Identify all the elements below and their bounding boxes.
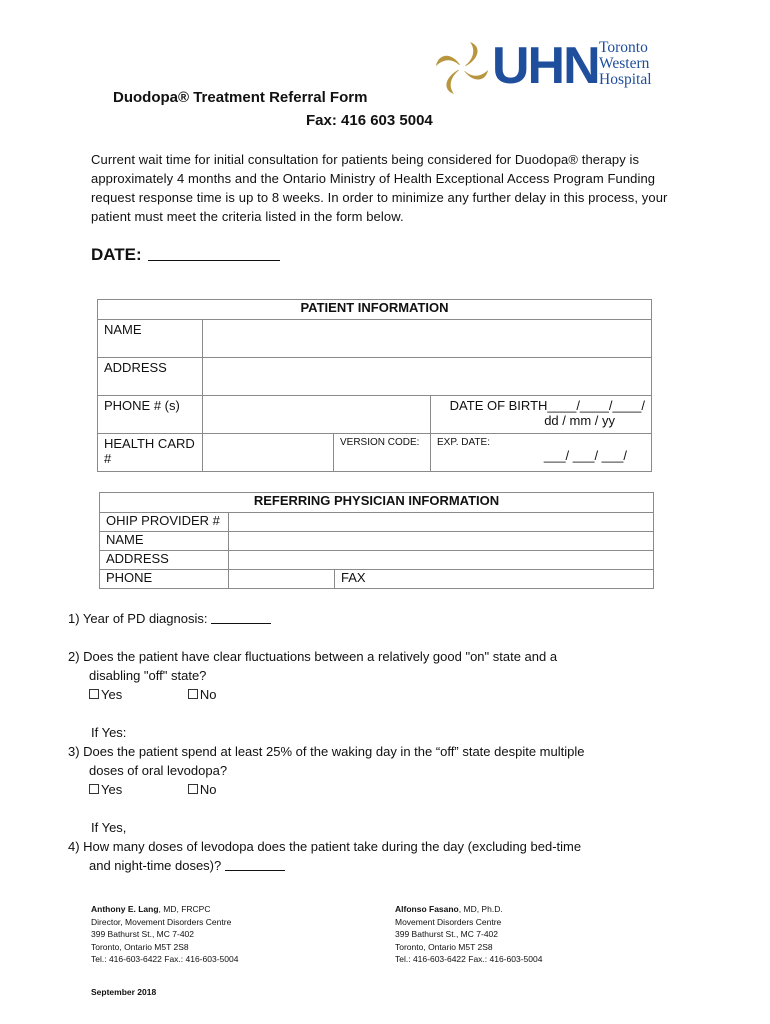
toronto-western-swirl-icon	[432, 40, 492, 96]
q2-yes-checkbox[interactable]	[89, 689, 99, 699]
patient-info-table	[97, 299, 652, 472]
dob-label: DATE OF BIRTH____/____/____/	[449, 398, 645, 413]
lang-address: 399 Bathurst St., MC 7-402	[91, 929, 194, 939]
exp-date-field[interactable]	[431, 434, 652, 472]
question-1	[68, 609, 271, 628]
logo-line-toronto: Toronto	[599, 39, 648, 56]
fasano-name: Alfonso Fasano	[395, 904, 459, 914]
patient-address-label: ADDRESS	[98, 358, 203, 396]
pd-diagnosis-year-blank[interactable]	[211, 611, 271, 624]
q3-no-label: No	[199, 782, 217, 797]
fasano-city: Toronto, Ontario M5T 2S8	[395, 941, 493, 952]
question-3-line-2: doses of oral levodopa?	[89, 763, 228, 778]
q3-no-checkbox[interactable]	[188, 784, 198, 794]
ohip-field[interactable]	[229, 513, 654, 532]
health-card-text: HEALTH CARD	[104, 436, 195, 451]
patient-phone-label: PHONE # (s)	[98, 396, 203, 434]
patient-info-header: PATIENT INFORMATION	[98, 300, 652, 320]
question-4	[68, 837, 688, 875]
q2-yes-option[interactable]	[89, 687, 122, 702]
exp-date-label: EXP. DATE:	[437, 437, 490, 448]
fasano-address: 399 Bathurst St., MC 7-402	[395, 929, 498, 939]
question-3-line-1: 3) Does the patient spend at least 25% of the waking day in the “off” state despite multiple	[68, 744, 585, 759]
patient-phone-field[interactable]	[203, 396, 431, 434]
physician-fax-label: FAX	[341, 570, 366, 585]
question-2-line-1: 2) Does the patient have clear fluctuations between a relatively good "on" state and a	[68, 649, 558, 664]
question-4-line-1: 4) How many doses of levodopa does the patient take during the day (excluding bed-time	[68, 839, 582, 854]
uhn-logo	[432, 38, 672, 98]
logo-line-hospital: Hospital	[599, 71, 652, 88]
lang-contact: Tel.: 416-603-6422 Fax.: 416-603-5004	[91, 954, 239, 964]
physician-address-field[interactable]	[229, 551, 654, 570]
fasano-title: Movement Disorders Centre	[395, 916, 502, 927]
fasano-credentials: , MD, Ph.D.	[458, 904, 503, 914]
if-yes-1: If Yes:	[91, 725, 127, 740]
physician-info-header: REFERRING PHYSICIAN INFORMATION	[100, 493, 654, 513]
date-blank[interactable]	[148, 244, 280, 261]
date-label: DATE:	[91, 245, 142, 264]
intro-paragraph: Current wait time for initial consultation for patients being considered for Duodopa® therapy is approximately 4 months and the Ontario Ministry of Health Exceptional Access Program Funding request response time is up to 8 weeks. In order to minimize any further delay in this process, your patient must meet the criteria listed in the form below.	[91, 152, 668, 224]
patient-dob-field[interactable]	[431, 396, 652, 434]
physician-phone-label: PHONE	[100, 570, 229, 589]
fax-number: Fax: 416 603 5004	[306, 112, 433, 129]
patient-name-label: NAME	[98, 320, 203, 358]
physician-fax-field[interactable]	[335, 570, 654, 589]
question-4-line-2: and night-time doses)?	[89, 858, 222, 873]
q3-yes-option[interactable]	[89, 782, 122, 797]
uhn-wordmark: UHN	[492, 37, 599, 95]
levodopa-doses-blank[interactable]	[225, 858, 285, 871]
physician-info-table	[99, 492, 654, 589]
form-title: Duodopa® Treatment Referral Form	[113, 89, 368, 106]
ohip-label: OHIP PROVIDER #	[100, 513, 229, 532]
q2-yes-label: Yes	[101, 687, 123, 702]
signature-fasano	[395, 903, 542, 966]
question-3	[68, 742, 688, 799]
physician-name-label: NAME	[100, 532, 229, 551]
lang-title: Director, Movement Disorders Centre	[91, 916, 232, 927]
q3-yes-label: Yes	[101, 782, 123, 797]
if-yes-2: If Yes,	[91, 820, 127, 835]
lang-city: Toronto, Ontario M5T 2S8	[91, 941, 189, 952]
logo-line-western: Western	[599, 55, 650, 72]
patient-name-field[interactable]	[203, 320, 652, 358]
dob-format: dd / mm / yy	[544, 413, 615, 428]
physician-address-label: ADDRESS	[100, 551, 229, 570]
q2-no-checkbox[interactable]	[188, 689, 198, 699]
signature-lang	[91, 903, 238, 966]
q3-no-option[interactable]	[188, 782, 217, 797]
date-field[interactable]	[91, 244, 280, 265]
footer-date: September 2018	[91, 987, 157, 997]
exp-date-blank: ___/ ___/ ___/	[543, 448, 627, 463]
fasano-contact: Tel.: 416-603-6422 Fax.: 416-603-5004	[395, 954, 543, 964]
version-code-field[interactable]	[334, 434, 431, 472]
physician-phone-field[interactable]	[229, 570, 335, 589]
physician-name-field[interactable]	[229, 532, 654, 551]
q2-no-label: No	[199, 687, 217, 702]
question-1-text: 1) Year of PD diagnosis:	[68, 611, 208, 626]
health-card-hash: #	[104, 451, 112, 466]
lang-credentials: , MD, FRCPC	[158, 904, 211, 914]
health-card-label	[98, 434, 203, 472]
question-2	[68, 647, 688, 704]
q3-yes-checkbox[interactable]	[89, 784, 99, 794]
patient-address-field[interactable]	[203, 358, 652, 396]
lang-name: Anthony E. Lang	[91, 904, 159, 914]
health-card-field[interactable]	[203, 434, 334, 472]
q2-no-option[interactable]	[188, 687, 217, 702]
version-code-label: VERSION CODE:	[340, 437, 420, 448]
question-2-line-2: disabling "off" state?	[89, 668, 207, 683]
